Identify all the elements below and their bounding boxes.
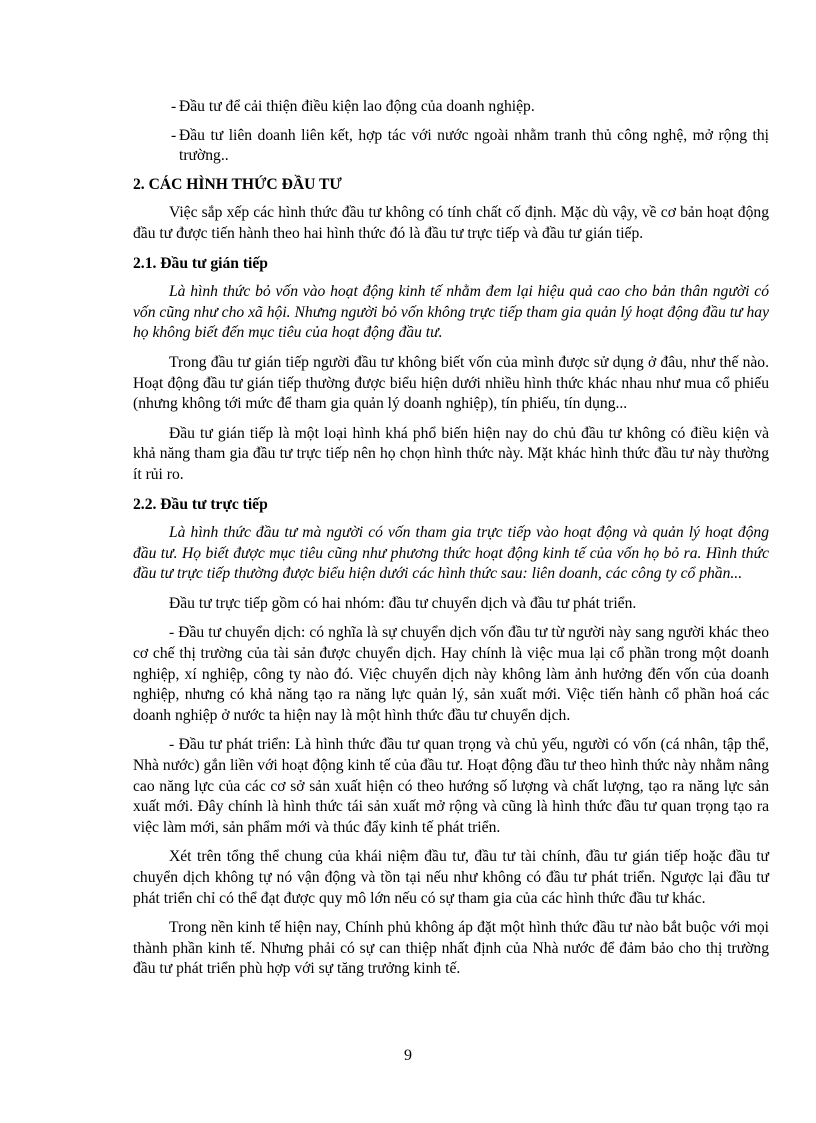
page-content [133,97,769,989]
bullet-text: Đầu tư để cải thiện điều kiện lao động của doanh nghiệp. [179,98,535,115]
bullet-text: Đầu tư liên doanh liên kết, hợp tác với nước ngoài nhằm tranh thủ công nghệ, mở rộng thị trường.. [179,126,769,165]
section-heading: 2. CÁC HÌNH THỨC ĐẦU TƯ [133,175,342,193]
paragraph: - Đầu tư phát triển: Là hình thức đầu tư quan trọng và chủ yếu, người có vốn (cá nhân, tập thể, Nhà nước) gắn liền với hoạt động kinh tế của đầu tư. Hoạt động đầu tư theo hình thức này nhằm nâng cao năng lực của các cơ sở sản xuất hiện có theo hướng số lượng và chất lượng, tạo ra năng lực sản xuất mới. Đây chính là hình thức tái sản xuất mở rộng và cũng là hình thức đầu tư quan trọng tạo ra việc làm mới, sản phẩm mới và thúc đẩy kinh tế phát triển. [133,736,769,836]
paragraph: Xét trên tổng thể chung của khái niệm đầu tư, đầu tư tài chính, đầu tư gián tiếp hoặc đầu tư chuyển dịch không tự nó vận động và tồn tại nếu như không có đầu tư phát triển. Ngược lại đầu tư phát triển chỉ có thể đạt được quy mô lớn nếu có sự tham gia của các hình thức đầu tư khác. [133,848,769,907]
definition-paragraph: Là hình thức bỏ vốn vào hoạt động kinh tế nhằm đem lại hiệu quả cao cho bản thân người có vốn cũng như cho xã hội. Nhưng người bỏ vốn không trực tiếp tham gia quản lý hoạt động đầu tư hay họ không biết đến mục tiêu của hoạt động đầu tư. [133,283,769,342]
paragraph: Trong đầu tư gián tiếp người đầu tư không biết vốn của mình được sử dụng ở đâu, như thế nào. Hoạt động đầu tư gián tiếp thường được biểu hiện dưới nhiều hình thức khác nhau như mua cổ phiếu (nhưng không tới mức để tham gia quản lý doanh nghiệp), tín phiếu, tín dụng... [133,353,769,413]
bullet-item [133,97,769,118]
subsection-heading: 2.2. Đầu tư trực tiếp [133,495,268,513]
subsection-heading: 2.1. Đầu tư gián tiếp [133,254,268,272]
bullet-item [133,126,769,167]
paragraph: Trong nền kinh tế hiện nay, Chính phủ không áp đặt một hình thức đầu tư nào bắt buộc với mọi thành phần kinh tế. Nhưng phải có sự can thiệp nhất định của Nhà nước để đảm bảo cho thị trường đầu tư phát triển phù hợp với sự tăng trưởng kinh tế. [133,919,769,978]
paragraph: - Đầu tư chuyển dịch: có nghĩa là sự chuyển dịch vốn đầu tư từ người này sang người khác theo cơ chế thị trường của tài sản được chuyển dịch. Hay chính là việc mua lại cổ phần trong một doanh nghiệp, xí nghiệp, công ty nào đó. Việc chuyển dịch này không làm ảnh hưởng đến vốn của doanh nghiệp, nhưng có khả năng tạo ra năng lực quản lý, sản xuất mới. Việc tiến hành cổ phần hoá các doanh nghiệp ở nước ta hiện nay là một hình thức đầu tư chuyển dịch. [133,624,769,724]
paragraph: Đầu tư gián tiếp là một loại hình khá phổ biến hiện nay do chủ đầu tư không có điều kiện và khả năng tham gia đầu tư trực tiếp nên họ chọn hình thức này. Mặt khác hình thức đầu tư này thường ít rủi ro. [133,424,769,483]
paragraph: Việc sắp xếp các hình thức đầu tư không có tính chất cố định. Mặc dù vậy, về cơ bản hoạt động đầu tư được tiến hành theo hai hình thức đó là đầu tư trực tiếp và đầu tư gián tiếp. [133,204,769,242]
paragraph: Đầu tư trực tiếp gồm có hai nhóm: đầu tư chuyển dịch và đầu tư phát triển. [169,594,637,612]
bullet-marker: - [171,98,177,115]
page-number: 9 [404,1047,412,1064]
definition-paragraph: Là hình thức đầu tư mà người có vốn tham gia trực tiếp vào hoạt động và quản lý hoạt động đầu tư. Họ biết được mục tiêu cũng như phương thức hoạt động kinh tế của vốn họ bỏ ra. Hình thức đầu tư trực tiếp thường được biểu hiện dưới các hình thức sau: liên doanh, các công ty cổ phần... [133,524,769,583]
bullet-marker: - [171,126,177,144]
